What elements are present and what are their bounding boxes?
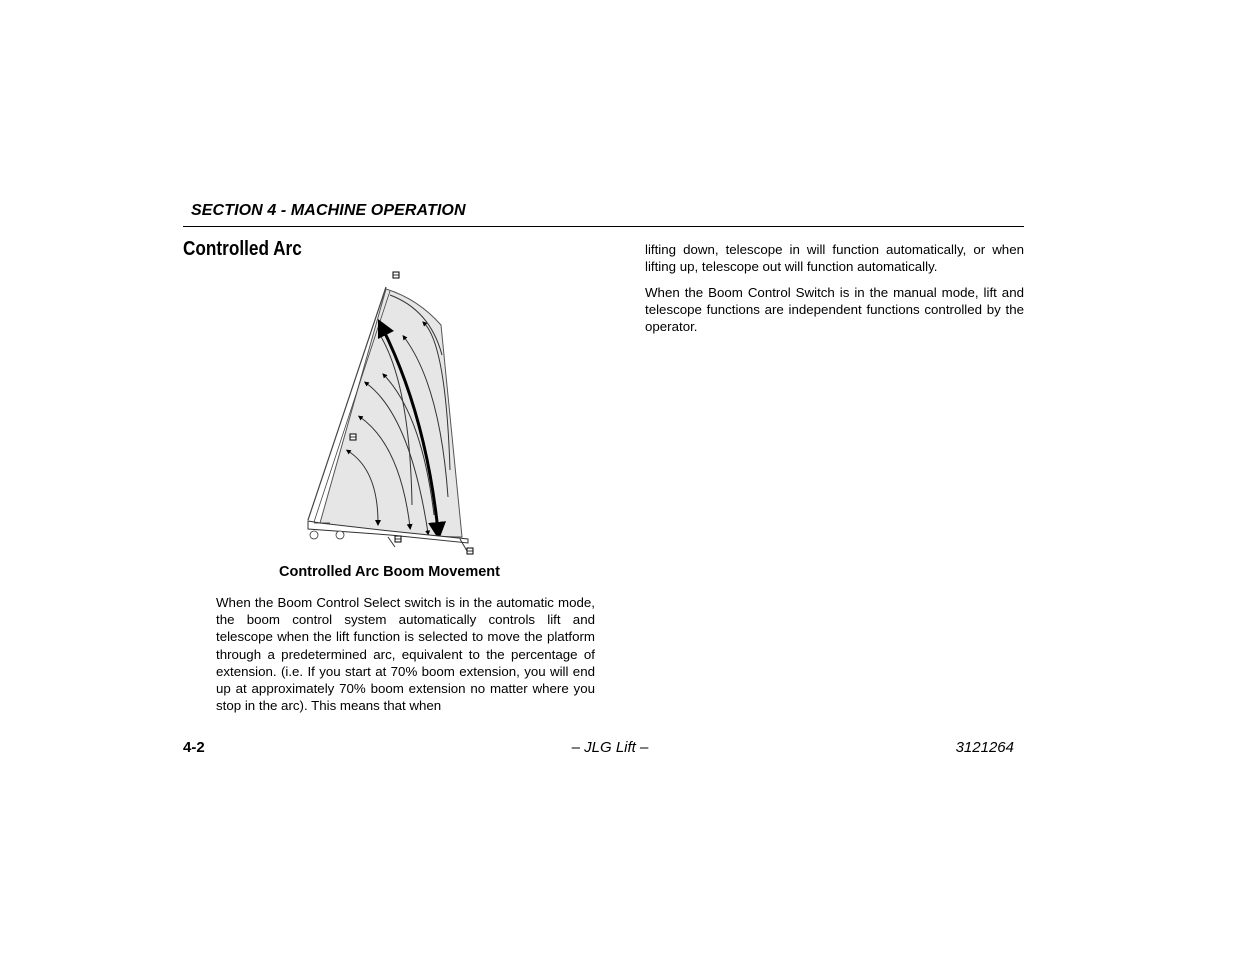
document-number: 3121264 [955, 739, 1014, 756]
boom-arc-figure [300, 265, 490, 560]
footer-title: – JLG Lift – [571, 739, 649, 756]
section-header: SECTION 4 - MACHINE OPERATION [191, 202, 466, 219]
left-column [216, 594, 595, 714]
arc-envelope [320, 289, 462, 537]
body-paragraph: When the Boom Control Select switch is in the automatic mode, the boom control system automatically controls lift and telescope when the lift function is selected to move the platform through a predetermined arc, equivalent to the percentage of extension. (i.e. If you start at 70% boom extension, you will end up at approximately 70% boom extension no matter where you stop in the arc). This means that when [216, 595, 595, 714]
boom-arc-diagram [300, 265, 490, 560]
body-paragraph: When the Boom Control Switch is in the manual mode, lift and telescope functions are independent functions controlled by the operator. [645, 284, 1024, 335]
right-column [645, 241, 1024, 344]
page-number: 4-2 [183, 739, 205, 756]
figure-caption: Controlled Arc Boom Movement [278, 564, 500, 580]
page-title: Controlled Arc [183, 238, 302, 260]
body-paragraph: lifting down, telescope in will function automatically, or when lifting up, telescope out will function automatically. [645, 242, 1024, 275]
header-rule [183, 226, 1024, 227]
